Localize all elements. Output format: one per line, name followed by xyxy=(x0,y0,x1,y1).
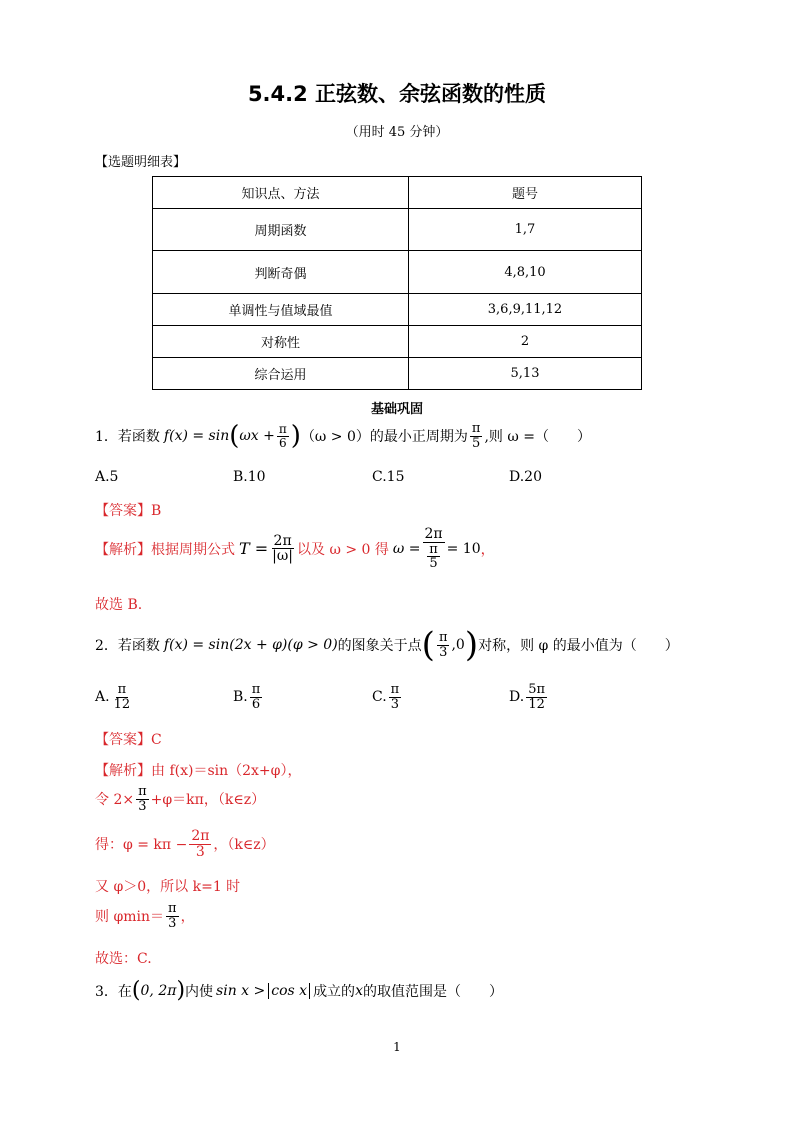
fraction-numerator: 2π xyxy=(273,532,292,549)
math-paren: ( xyxy=(131,978,141,1003)
math-expression: sin x > xyxy=(216,983,266,999)
option-label: B. xyxy=(233,689,248,706)
math-fraction xyxy=(250,683,263,711)
analysis-text: +φ＝kπ，（k∈z） xyxy=(150,792,266,809)
analysis-1 xyxy=(95,527,495,571)
math-expression: T = xyxy=(239,539,269,559)
math-fraction xyxy=(270,534,295,564)
conclusion-text: 故选 B. xyxy=(95,597,143,613)
table-cell: 5,13 xyxy=(409,358,642,390)
fraction-numerator: π xyxy=(390,682,400,697)
conclusion-text: 故选：C. xyxy=(95,951,152,967)
table-cell: 对称性 xyxy=(153,326,409,358)
table-cell: 1,7 xyxy=(409,209,642,251)
math-fraction xyxy=(166,902,179,930)
topic-table xyxy=(152,176,642,390)
fraction-numerator: π xyxy=(138,784,147,799)
analysis-text: 则 φmin＝ xyxy=(95,909,165,926)
math-expression: = 10 xyxy=(446,540,481,557)
question-number: 1． xyxy=(95,429,118,446)
option-a xyxy=(95,683,134,711)
table-cell: 3,6,9,11,12 xyxy=(409,294,642,326)
table-header-row xyxy=(153,177,642,209)
omega-formula xyxy=(393,527,495,571)
table-row xyxy=(153,358,642,390)
math-abs-value: cos x xyxy=(268,983,310,999)
table-label: 【选题明细表】 xyxy=(95,155,187,170)
question-2 xyxy=(95,625,679,665)
question-text: 内使 xyxy=(185,984,214,1000)
fraction-denominator: 3 xyxy=(390,696,400,712)
question-text: 若函数 xyxy=(117,638,160,654)
fraction-denominator: 3 xyxy=(195,843,205,860)
analysis-line: 【解析】由 f(x)＝sin（2x+φ）， xyxy=(95,763,302,779)
question-text: 若函数 xyxy=(117,429,160,446)
analysis-line xyxy=(95,829,275,859)
question-text: 的取值范围是（ ） xyxy=(362,984,503,1000)
fraction-numerator: π xyxy=(251,682,261,697)
answer-label: 【答案】C xyxy=(95,732,162,748)
math-expression: 0, 2π xyxy=(140,983,177,999)
math-fraction xyxy=(423,527,445,571)
fraction-numerator: 5π xyxy=(528,682,546,697)
math-fraction xyxy=(189,829,211,859)
fraction-denominator: 3 xyxy=(138,798,147,814)
question-number: 2． xyxy=(95,638,118,654)
table-header-cell: 知识点、方法 xyxy=(153,177,409,209)
table-cell: 综合运用 xyxy=(153,358,409,390)
analysis-line xyxy=(95,902,195,930)
fraction-numerator: 2π xyxy=(191,828,210,844)
section-heading: 基础巩固 xyxy=(370,402,423,417)
time-note: （用时 45 分钟） xyxy=(345,125,449,140)
condition-text: （ω > 0） xyxy=(300,429,370,446)
page-number: 1 xyxy=(393,1040,401,1054)
math-expression: f(x) = sin xyxy=(163,428,230,445)
option-label: C. xyxy=(372,689,387,706)
question-text: 在 xyxy=(117,984,132,1000)
analysis-text: 令 2× xyxy=(95,792,135,809)
analysis-text: 以及 ω > 0 得 xyxy=(297,541,389,558)
math-expression: ,0 xyxy=(451,637,465,653)
math-fraction xyxy=(470,422,483,450)
option-b: B.10 xyxy=(233,469,266,485)
analysis-label: 【解析】 xyxy=(95,541,151,558)
table-cell: 判断奇偶 xyxy=(153,251,409,294)
fraction-denominator xyxy=(423,543,444,571)
option-a: A.5 xyxy=(95,469,119,485)
question-text: 的图象关于点 xyxy=(337,638,422,654)
option-d xyxy=(509,683,549,711)
analysis-text: 根据周期公式 xyxy=(151,541,235,558)
analysis-text: ，（k∈z） xyxy=(213,837,275,854)
answer-label: 【答案】B xyxy=(95,503,162,519)
fraction-numerator: π xyxy=(117,682,127,697)
fraction-numerator: π xyxy=(278,422,287,437)
math-paren: ) xyxy=(176,978,186,1003)
fraction-numerator: 2π xyxy=(424,526,443,542)
math-fraction xyxy=(136,785,149,813)
math-fraction xyxy=(277,423,289,449)
fraction-denominator: 5 xyxy=(429,556,438,572)
question-text: 的最小正周期为 xyxy=(369,429,468,446)
math-expression: ω = xyxy=(392,540,421,557)
question-text: 成立的 xyxy=(313,984,356,1000)
math-fraction xyxy=(437,631,450,659)
table-header-cell: 题号 xyxy=(409,177,642,209)
math-paren: ) xyxy=(464,625,479,665)
fraction-denominator: 12 xyxy=(528,696,545,712)
fraction-numerator: π xyxy=(471,421,481,436)
option-b xyxy=(233,683,264,711)
punctuation: ， xyxy=(480,541,495,558)
page-title: 5.4.2 正弦数、余弦函数的性质 xyxy=(247,82,547,106)
table-cell: 周期函数 xyxy=(153,209,409,251)
option-c xyxy=(372,683,403,711)
table-row xyxy=(153,251,642,294)
math-paren: ( xyxy=(421,625,435,665)
table-cell: 2 xyxy=(409,326,642,358)
analysis-line xyxy=(95,785,265,813)
table-cell: 4,8,10 xyxy=(409,251,642,294)
fraction-denominator: 6 xyxy=(279,435,287,450)
math-paren: ( xyxy=(229,421,240,452)
fraction-denominator: 3 xyxy=(168,915,177,931)
fraction-denominator: 3 xyxy=(439,644,448,660)
question-number: 3． xyxy=(95,984,118,1000)
math-variable: x xyxy=(355,983,363,999)
option-c: C.15 xyxy=(372,469,405,485)
math-paren: ) xyxy=(290,421,301,452)
fraction-denominator: 12 xyxy=(113,696,131,712)
math-expression: ωx + xyxy=(239,428,275,445)
question-text: ,则 ω =（ ） xyxy=(484,429,591,446)
analysis-text: ， xyxy=(180,909,195,926)
fraction-numerator: π xyxy=(429,541,438,557)
table-row xyxy=(153,209,642,251)
math-fraction xyxy=(112,683,133,711)
analysis-line: 又 φ＞0，所以 k=1 时 xyxy=(95,879,241,895)
math-fraction xyxy=(389,683,402,711)
option-label: A. xyxy=(95,689,110,706)
fraction-denominator: 5 xyxy=(472,435,481,451)
option-d: D.20 xyxy=(509,469,542,485)
fraction-denominator: |ω| xyxy=(272,548,294,565)
fraction-denominator: 6 xyxy=(251,696,261,712)
option-label: D. xyxy=(509,689,525,706)
math-expression: f(x) = sin(2x + φ)(φ > 0) xyxy=(163,637,338,653)
table-cell: 单调性与值域最值 xyxy=(153,294,409,326)
fraction-numerator: π xyxy=(168,901,177,916)
math-fraction xyxy=(427,543,440,571)
analysis-text: 得：φ = kπ − xyxy=(95,837,188,854)
table-row xyxy=(153,294,642,326)
question-3 xyxy=(95,980,503,1002)
math-fraction xyxy=(526,683,547,711)
fraction-numerator: π xyxy=(438,629,448,645)
question-1 xyxy=(95,422,591,450)
table-row xyxy=(153,326,642,358)
question-text: 对称，则 φ 的最小值为（ ） xyxy=(478,638,679,654)
